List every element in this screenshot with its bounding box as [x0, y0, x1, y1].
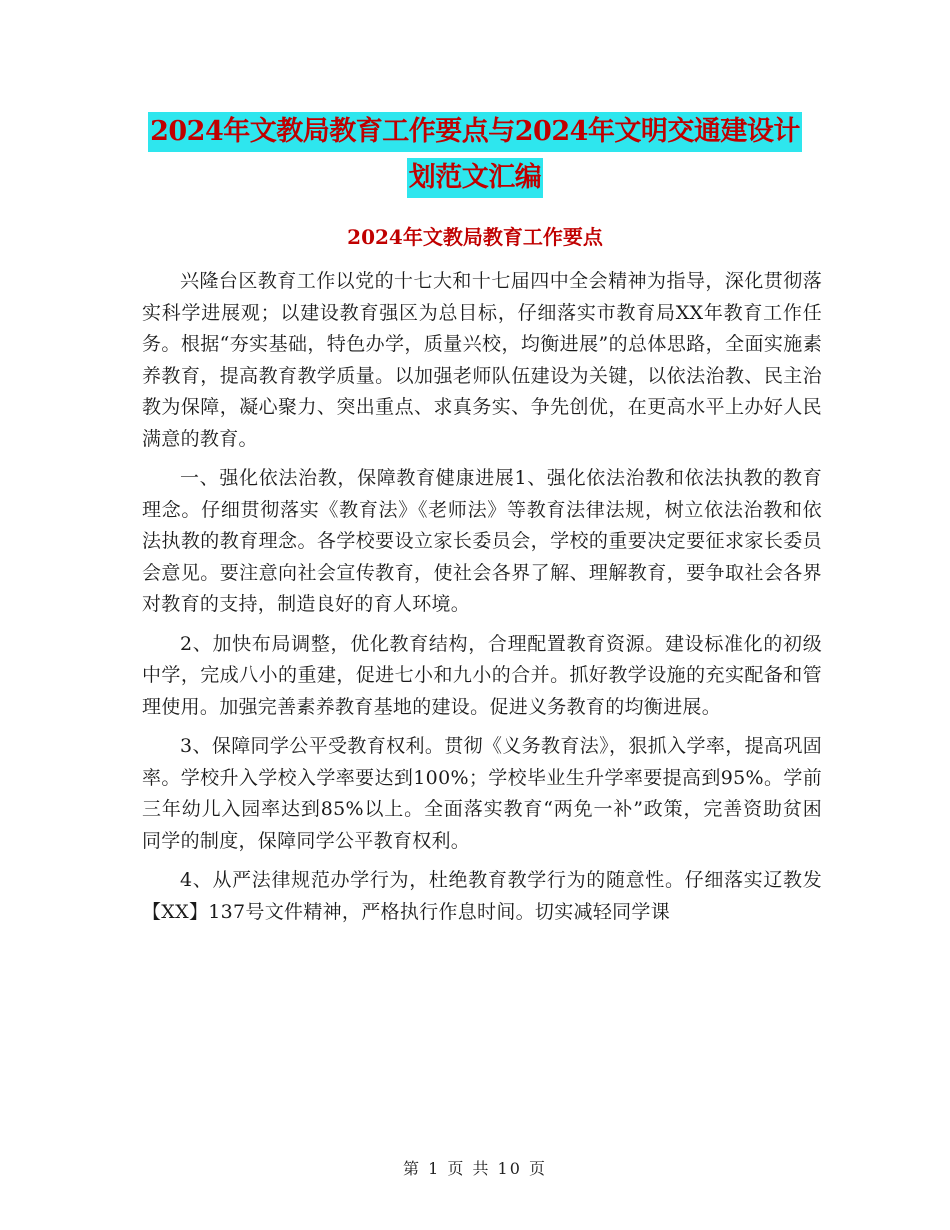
- paragraph: 一、强化依法治教，保障教育健康进展1、强化依法治教和依法执教的教育理念。仔细贯彻落实《教育法》《老师法》等教育法律法规，树立依法治教和依法执教的教育理念。各学校要设立家长委员会，学校的重要决定要征求家长委员会意见。要注意向社会宣传教育，使社会各界了解、理解教育，要争取社会各界对教育的支持，制造良好的育人环境。: [142, 467, 822, 615]
- section-title: 2024年文教局教育工作要点: [347, 225, 603, 249]
- paragraph: 4、从严法律规范办学行为，杜绝教育教学行为的随意性。仔细落实辽教发【XX】137号文件精神，严格执行作息时间。切实减轻同学课: [142, 869, 822, 923]
- document-title: [0, 112, 950, 204]
- title-line-1: 2024年文教局教育工作要点与2024年文明交通建设计: [148, 112, 802, 152]
- paragraph: 2、加快布局调整，优化教育结构，合理配置教育资源。建设标准化的初级中学，完成八小的重建，促进七小和九小的合并。抓好教学设施的充实配备和管理使用。加强完善素养教育基地的建设。促进义务教育的均衡进展。: [142, 632, 822, 718]
- paragraph: 兴隆台区教育工作以党的十七大和十七届四中全会精神为指导，深化贯彻落实科学进展观；以建设教育强区为总目标，仔细落实市教育局XX年教育工作任务。根据“夯实基础，特色办学，质量兴校，均衡进展”的总体思路，全面实施素养教育，提高教育教学质量。以加强老师队伍建设为关键，以依法治教、民主治教为保障，凝心聚力、突出重点、求真务实、争先创优，在更高水平上办好人民满意的教育。: [142, 270, 822, 450]
- title-line-2: 划范文汇编: [407, 158, 544, 198]
- page-footer: 第 1 页 共 10 页: [403, 1159, 547, 1178]
- document-body: [142, 266, 822, 936]
- paragraph: 3、保障同学公平受教育权利。贯彻《义务教育法》，狠抓入学率，提高巩固率。学校升入学校入学率要达到100%；学校毕业生升学率要提高到95%。学前三年幼儿入园率达到85%以上。全面落实教育“两免一补”政策，完善资助贫困同学的制度，保障同学公平教育权利。: [142, 735, 822, 852]
